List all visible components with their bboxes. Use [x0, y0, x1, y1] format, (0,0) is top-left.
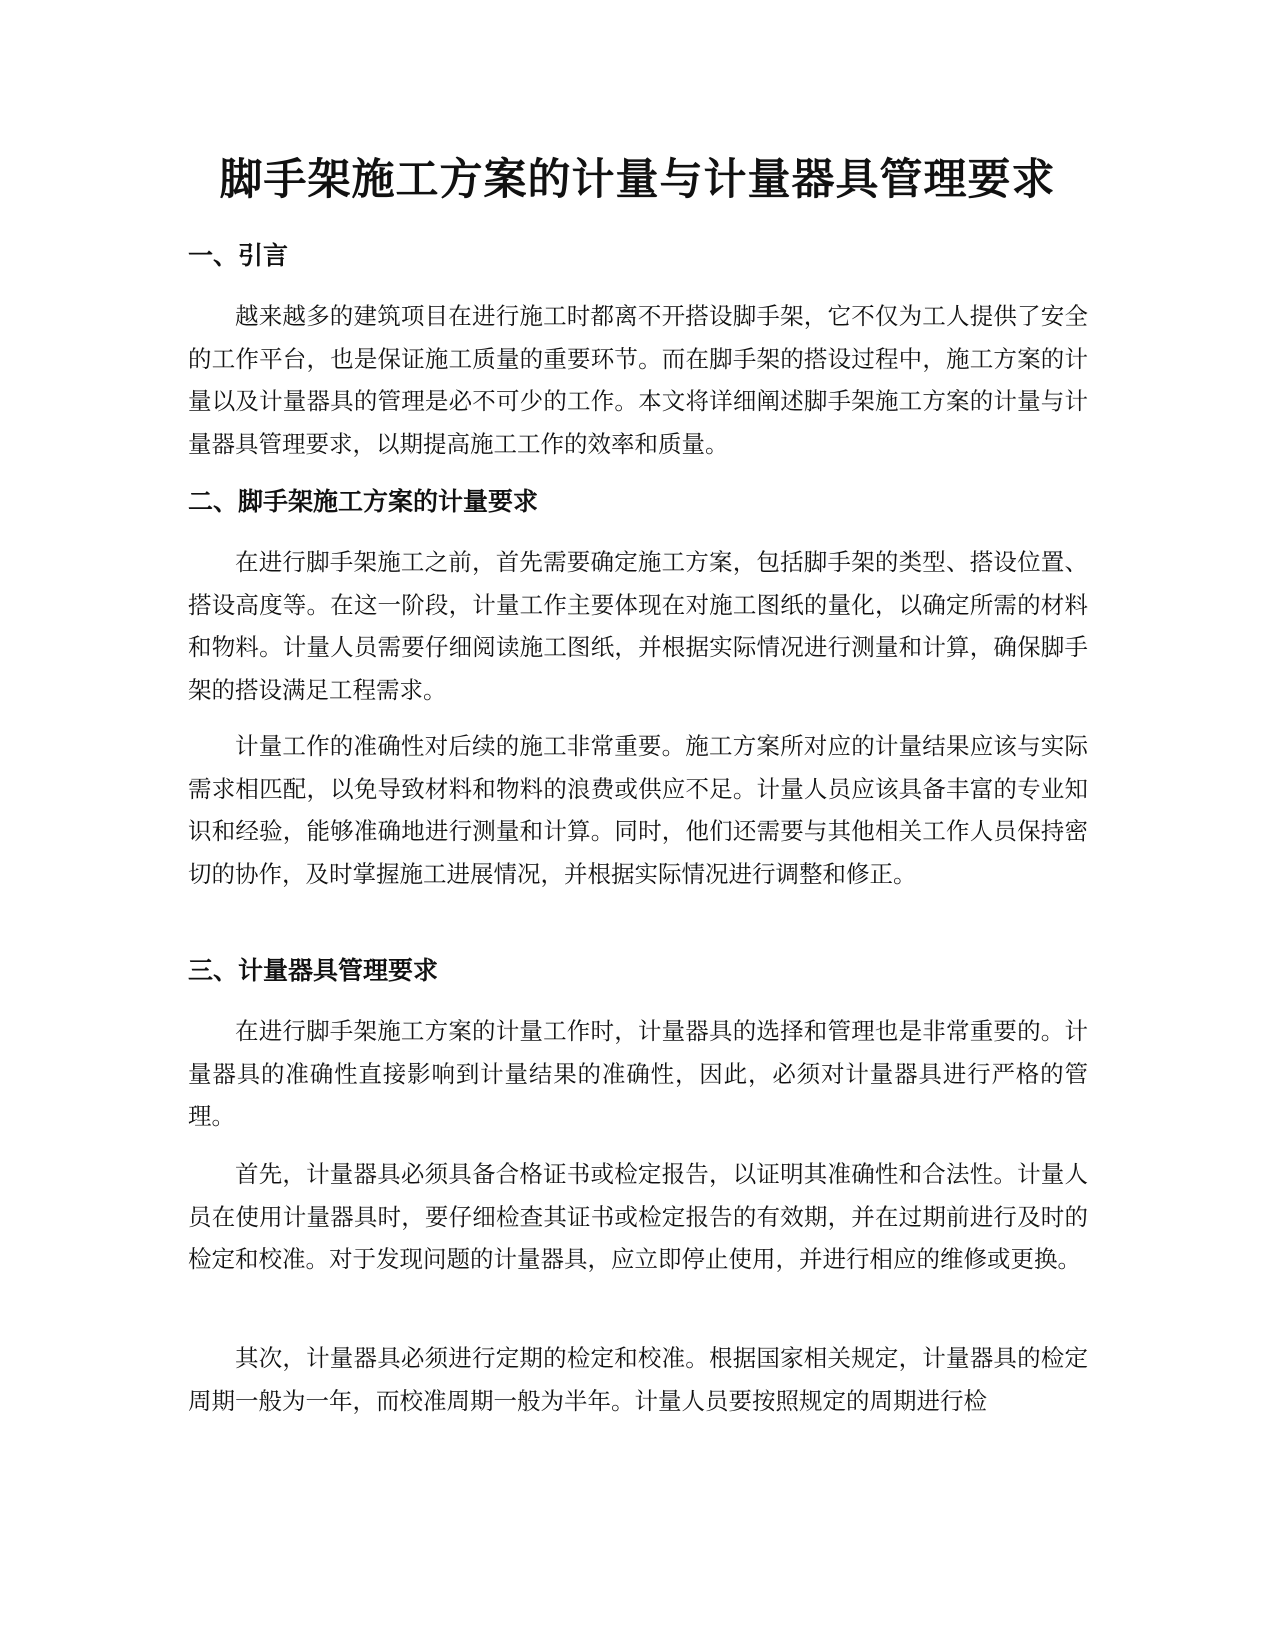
paragraph: 在进行脚手架施工方案的计量工作时，计量器具的选择和管理也是非常重要的。计量器具的准确性直接影响到计量结果的准确性，因此，必须对计量器具进行严格的管理。 [188, 1017, 1088, 1130]
paragraph: 越来越多的建筑项目在进行施工时都离不开搭设脚手架，它不仅为工人提供了安全的工作平台，也是保证施工质量的重要环节。而在脚手架的搭设过程中，施工方案的计量以及计量器具的管理是必不可少的工作。本文将详细阐述脚手架施工方案的计量与计量器具管理要求，以期提高施工工作的效率和质量。 [188, 302, 1088, 458]
paragraph: 在进行脚手架施工之前，首先需要确定施工方案，包括脚手架的类型、搭设位置、搭设高度等。在这一阶段，计量工作主要体现在对施工图纸的量化，以确定所需的材料和物料。计量人员需要仔细阅读施工图纸，并根据实际情况进行测量和计算，确保脚手架的搭设满足工程需求。 [188, 548, 1088, 704]
paragraph: 计量工作的准确性对后续的施工非常重要。施工方案所对应的计量结果应该与实际需求相匹配，以免导致材料和物料的浪费或供应不足。计量人员应该具备丰富的专业知识和经验，能够准确地进行测量和计算。同时，他们还需要与其他相关工作人员保持密切的协作，及时掌握施工进展情况，并根据实际情况进行调整和修正。 [188, 732, 1088, 888]
paragraph: 首先，计量器具必须具备合格证书或检定报告，以证明其准确性和合法性。计量人员在使用计量器具时，要仔细检查其证书或检定报告的有效期，并在过期前进行及时的检定和校准。对于发现问题的计量器具，应立即停止使用，并进行相应的维修或更换。 [188, 1160, 1088, 1273]
section-heading-introduction: 一、引言 [188, 241, 289, 270]
document-title: 脚手架施工方案的计量与计量器具管理要求 [219, 155, 1056, 205]
section-heading-measurement-requirements: 二、脚手架施工方案的计量要求 [188, 487, 539, 516]
paragraph: 其次，计量器具必须进行定期的检定和校准。根据国家相关规定，计量器具的检定周期一般为一年，而校准周期一般为半年。计量人员要按照规定的周期进行检 [188, 1344, 1088, 1415]
section-heading-instrument-management: 三、计量器具管理要求 [188, 956, 439, 985]
